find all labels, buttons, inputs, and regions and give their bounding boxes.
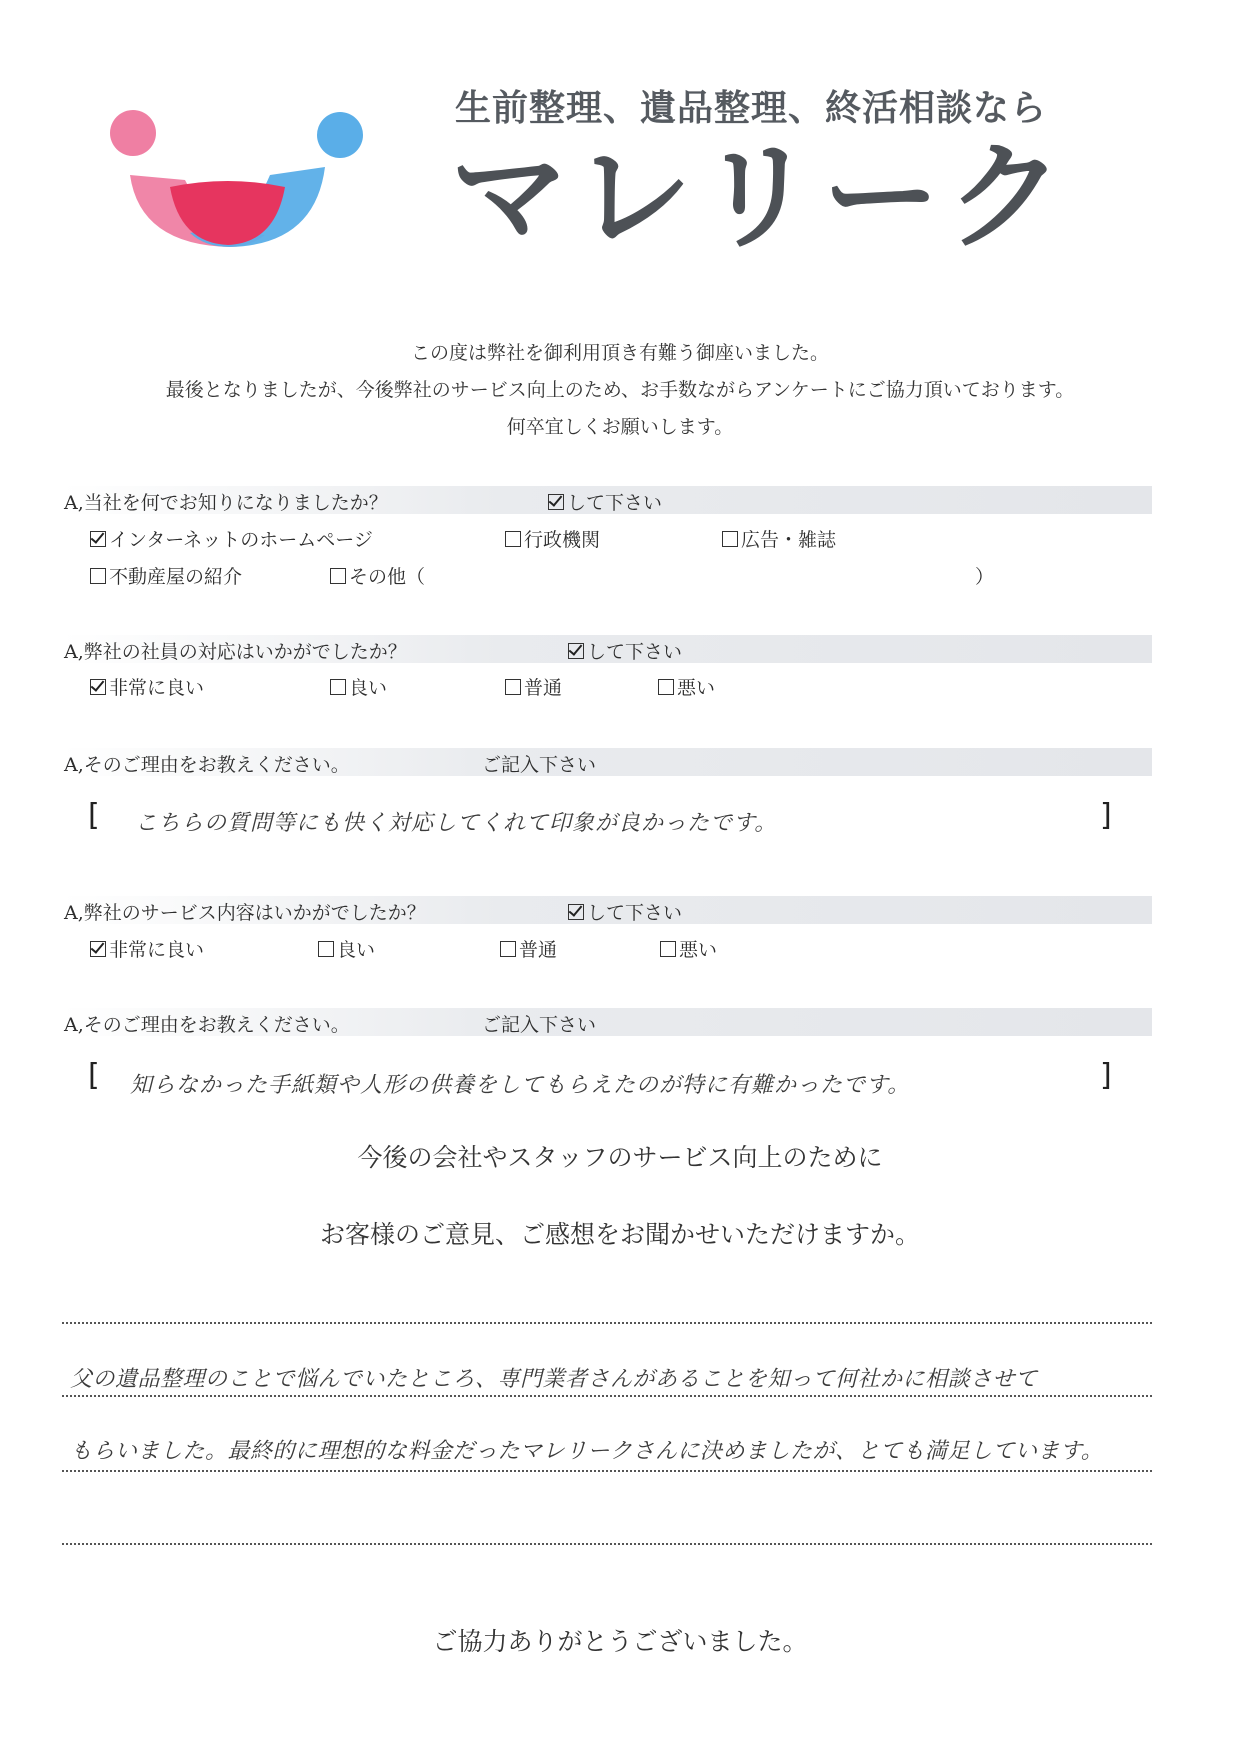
comment-line-1	[62, 1322, 1152, 1324]
intro-line-1: この度は弊社を御利用頂き有難う御座いました。	[410, 342, 829, 364]
q1-option-internet[interactable]: インターネットのホームページ	[90, 525, 373, 552]
tagline: 生前整理、遺品整理、終活相談なら	[455, 88, 1048, 129]
feedback-prompt-1: 今後の会社やスタッフのサービス向上のために	[357, 1143, 883, 1172]
q2-option-good[interactable]: 良い	[330, 673, 387, 700]
checkbox-icon	[548, 494, 564, 510]
answer-5-open-bracket: [	[88, 1058, 100, 1093]
checkbox-checked-icon[interactable]	[90, 679, 106, 695]
checkbox-icon	[568, 643, 584, 659]
q4-option-very-good[interactable]: 非常に良い	[90, 935, 204, 962]
question-2-hint: して下さい	[568, 637, 682, 664]
comment-line-4	[62, 1543, 1152, 1545]
q1-other-close-paren: ）	[975, 566, 995, 588]
brand-name: マレリーク	[450, 128, 1071, 266]
answer-5-handwritten[interactable]: 知らなかった手紙類や人形の供養をしてもらえたのが特に有難かったです。	[130, 1073, 911, 1098]
checkbox-icon[interactable]	[330, 568, 346, 584]
question-4: A,弊社のサービス内容はいかがでしたか？	[64, 902, 426, 924]
company-logo	[100, 105, 400, 265]
q2-option-normal[interactable]: 普通	[505, 673, 562, 700]
checkbox-icon	[568, 904, 584, 920]
logo-pink-dot	[110, 110, 156, 156]
q4-option-good[interactable]: 良い	[318, 935, 375, 962]
checkbox-icon[interactable]	[318, 941, 334, 957]
question-2: A,弊社の社員の対応はいかがでしたか？	[64, 641, 407, 663]
question-5: A,そのご理由をお教えください。	[64, 1014, 350, 1036]
comment-handwritten-2[interactable]: もらいました。最終的に理想的な料金だったマレリークさんに決めましたが、とても満足しています。	[70, 1439, 1104, 1464]
feedback-prompt-2: お客様のご意見、ご感想をお聞かせいただけますか。	[319, 1220, 920, 1249]
question-3-hint: ご記入下さい	[482, 754, 597, 776]
q1-option-other[interactable]: その他（	[330, 562, 425, 589]
q4-option-normal[interactable]: 普通	[500, 935, 557, 962]
checkbox-checked-icon[interactable]	[90, 531, 106, 547]
q1-option-advertisement[interactable]: 広告・雑誌	[722, 525, 836, 552]
question-4-hint: して下さい	[568, 898, 682, 925]
comment-handwritten-1[interactable]: 父の遺品整理のことで悩んでいたところ、専門業者さんがあることを知って何社かに相談させて	[70, 1367, 1038, 1392]
answer-3-open-bracket: [	[88, 798, 100, 833]
checkbox-icon[interactable]	[330, 679, 346, 695]
checkbox-icon[interactable]	[500, 941, 516, 957]
q1-option-realestate[interactable]: 不動産屋の紹介	[90, 562, 242, 589]
logo-blue-dot	[317, 112, 363, 158]
comment-line-3	[62, 1470, 1152, 1472]
answer-5-close-bracket: ]	[1100, 1058, 1112, 1093]
intro-line-2: 最後となりましたが、今後弊社のサービス向上のため、お手数ながらアンケートにご協力頂いております。	[165, 379, 1075, 401]
q4-option-bad[interactable]: 悪い	[660, 935, 717, 962]
q2-option-bad[interactable]: 悪い	[658, 673, 715, 700]
checkbox-icon[interactable]	[505, 679, 521, 695]
intro-line-3: 何卒宜しくお願いします。	[506, 416, 734, 438]
answer-3-handwritten[interactable]: こちらの質問等にも快く対応してくれて印象が良かったです。	[135, 811, 778, 836]
comment-line-2	[62, 1395, 1152, 1397]
checkbox-icon[interactable]	[722, 531, 738, 547]
question-1-hint: して下さい	[548, 488, 662, 515]
q1-option-government[interactable]: 行政機関	[505, 525, 600, 552]
thanks-message: ご協力ありがとうございました。	[432, 1627, 808, 1656]
question-1: A,当社を何でお知りになりましたか？	[64, 492, 388, 514]
q2-option-very-good[interactable]: 非常に良い	[90, 673, 204, 700]
question-5-hint: ご記入下さい	[482, 1014, 597, 1036]
question-3: A,そのご理由をお教えください。	[64, 754, 350, 776]
checkbox-icon[interactable]	[90, 568, 106, 584]
answer-3-close-bracket: ]	[1100, 798, 1112, 833]
checkbox-icon[interactable]	[505, 531, 521, 547]
checkbox-icon[interactable]	[660, 941, 676, 957]
checkbox-icon[interactable]	[658, 679, 674, 695]
checkbox-checked-icon[interactable]	[90, 941, 106, 957]
